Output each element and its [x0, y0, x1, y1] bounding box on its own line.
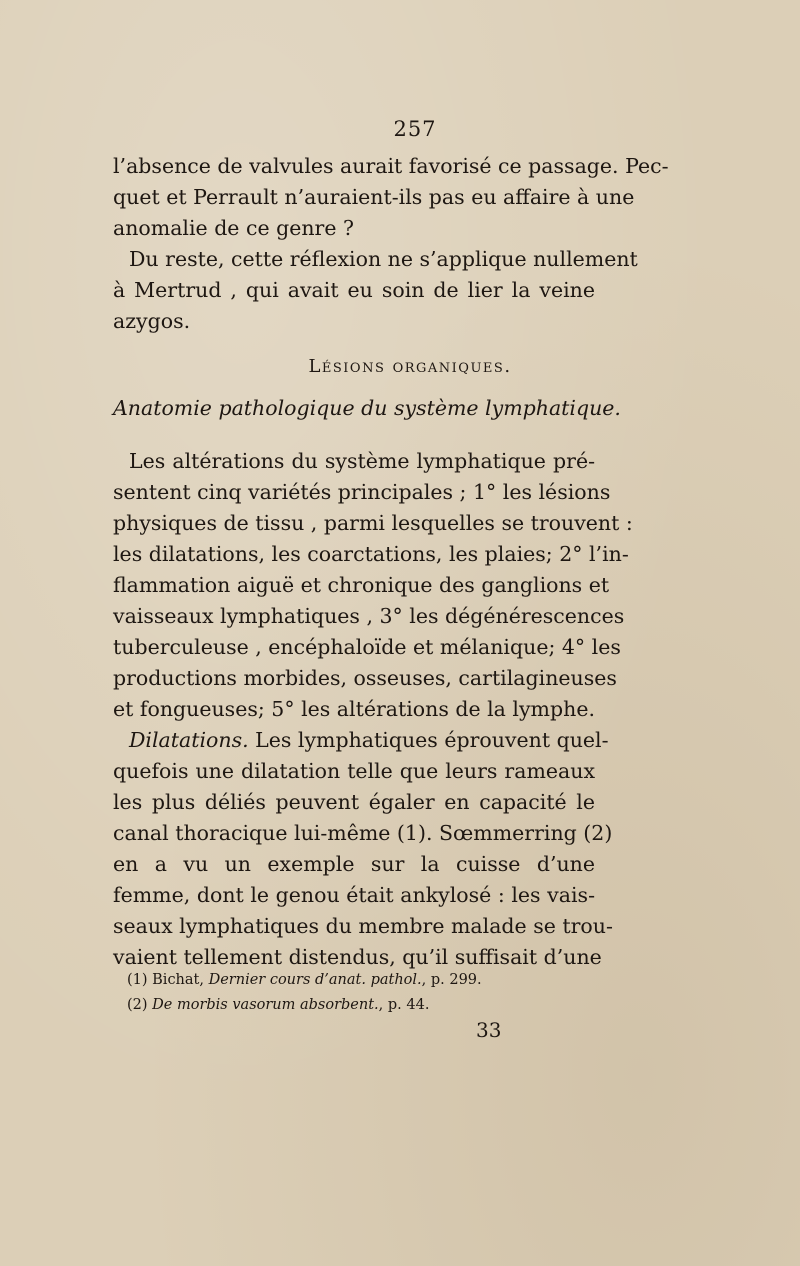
text-line: productions morbides, osseuses, cartilagineuses — [113, 666, 617, 690]
page-number: 257 — [393, 117, 437, 141]
text-line: anomalie de ce genre ? — [113, 216, 354, 240]
section-subheading: Anatomie pathologique du système lymphatique. — [113, 396, 621, 420]
footnote-rest: , p. 299. — [421, 972, 482, 988]
text-line: tuberculeuse , encéphaloïde et mélanique; 4° les — [113, 635, 621, 659]
paragraph-dilatations — [113, 725, 613, 973]
text-line: les dilatations, les coarctations, les plaies; 2° l’in- — [113, 542, 629, 566]
text-line: Du reste, cette réflexion ne s’applique nullement — [129, 247, 638, 271]
text-line: à Mertrud , qui avait eu soin de lier la veine — [113, 278, 595, 302]
section-heading: Lésions organiques. — [308, 356, 512, 377]
paragraph-mertrud — [113, 244, 638, 337]
footnote-rest: , p. 44. — [378, 997, 430, 1013]
text-line: vaisseaux lymphatiques , 3° les dégénérescences — [113, 604, 625, 628]
text-line: femme, dont le genou était ankylosé : les vais- — [113, 883, 595, 907]
text-line: vaient tellement distendus, qu’il suffisait d’une — [113, 945, 602, 969]
text-line: Les altérations du système lymphatique pré- — [129, 449, 595, 473]
text-line — [113, 725, 609, 756]
text-line: physiques de tissu , parmi lesquelles se trouvent : — [113, 511, 633, 535]
text-line: quet et Perrault n’auraient-ils pas eu affaire à une — [113, 185, 635, 209]
text-line: l’absence de valvules aurait favorisé ce passage. Pec- — [113, 154, 669, 178]
footnote — [127, 968, 527, 993]
footnote-title: De morbis vasorum absorbent. — [152, 997, 379, 1013]
text-line: sentent cinq variétés principales ; 1° les lésions — [113, 480, 611, 504]
text-line: en a vu un exemple sur la cuisse d’une — [113, 852, 595, 876]
footnotes — [127, 968, 527, 1018]
footnote — [127, 993, 527, 1018]
text-line: flammation aiguë et chronique des ganglions et — [113, 573, 610, 597]
text-line: seaux lymphatiques du membre malade se trou- — [113, 914, 613, 938]
footnote-mark: (1) Bichat, — [127, 972, 209, 988]
text-run: Les lymphatiques éprouvent quel- — [248, 728, 609, 752]
text-line: les plus déliés peuvent égaler en capacité le — [113, 790, 595, 814]
signature-mark: 33 — [476, 1018, 502, 1042]
text-line: azygos. — [113, 309, 191, 333]
text-line: et fongueuses; 5° les altérations de la lymphe. — [113, 697, 595, 721]
text-line: quefois une dilatation telle que leurs rameaux — [113, 759, 595, 783]
footnote-title: Dernier cours d’anat. pathol. — [208, 972, 422, 988]
paragraph-alterations — [113, 446, 633, 725]
run-in-heading: Dilatations. — [129, 728, 249, 752]
paragraph-continuation — [113, 151, 669, 244]
footnote-mark: (2) — [127, 997, 153, 1013]
text-line: canal thoracique lui-même (1). Sœmmerring (2) — [113, 821, 613, 845]
